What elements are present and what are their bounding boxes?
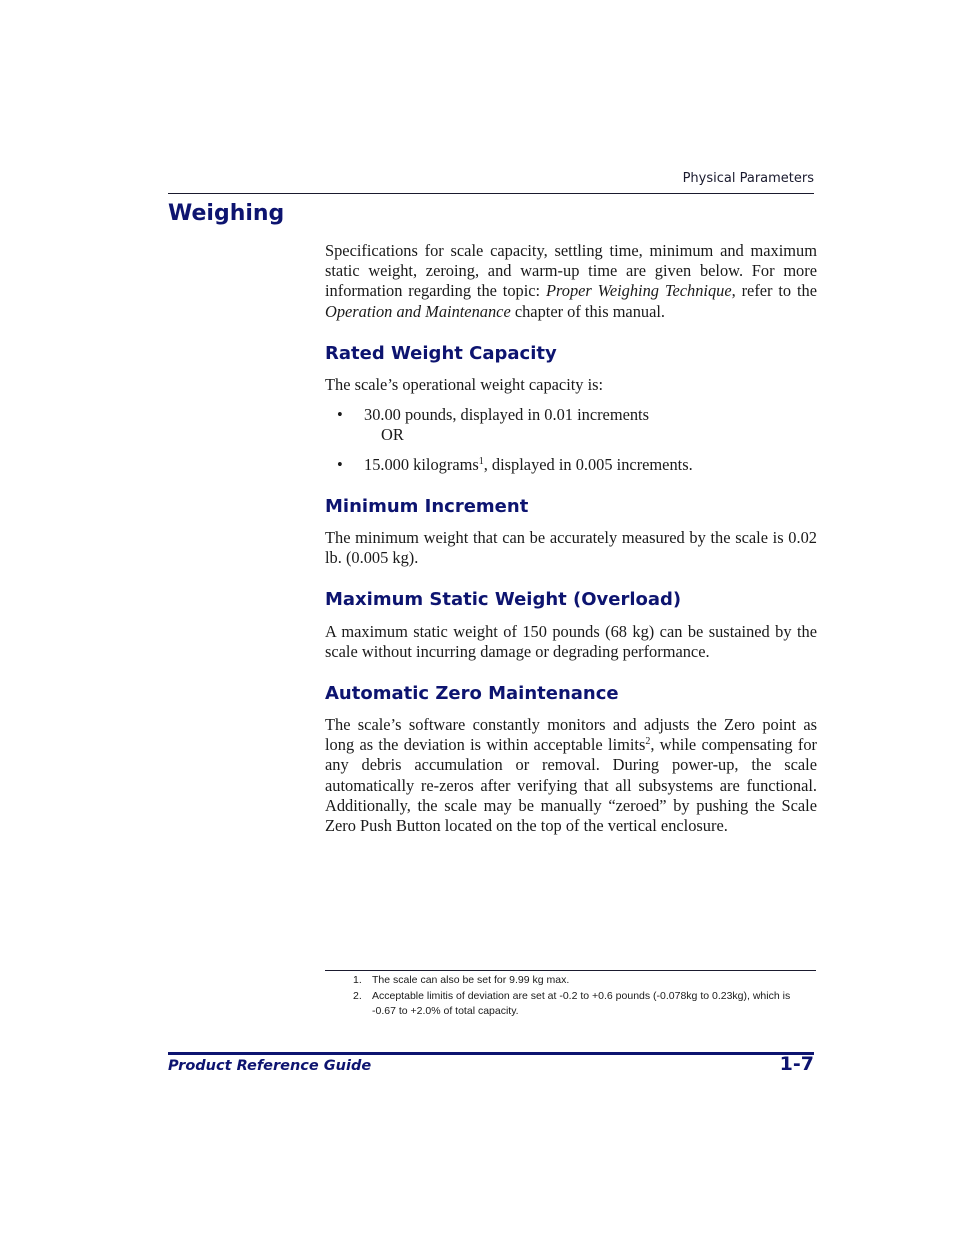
minimum-increment-text: The minimum weight that can be accurately measured by the scale is 0.02 lb. (0.005 kg). bbox=[325, 528, 817, 568]
footer-rule bbox=[168, 1052, 814, 1055]
bullet-icon: • bbox=[337, 455, 343, 474]
maximum-static-heading: Maximum Static Weight (Overload) bbox=[325, 589, 682, 610]
chapter-reference: Operation and Maintenance bbox=[325, 301, 511, 321]
minimum-increment-heading: Minimum Increment bbox=[325, 496, 529, 517]
header-rule bbox=[168, 193, 814, 194]
footnote-number: 1. bbox=[353, 974, 362, 986]
page-number: 1-7 bbox=[779, 1053, 814, 1075]
bullet-icon: • bbox=[337, 405, 343, 424]
intro-paragraph: Specifications for scale capacity, settling time, minimum and maximum static weight, zeroing, and warm-up time are given below. For more information regarding the topic: Proper Weighing Technique, refer to the Operation and Maintenance chapter of this manual. bbox=[325, 241, 817, 321]
footnote-ref-1: 1 bbox=[478, 456, 484, 467]
topic-reference: Proper Weighing Technique bbox=[545, 281, 732, 301]
footnote-text: Acceptable limitis of deviation are set at -0.2 to +0.6 pounds (-0.078kg to 0.23kg), which is -0.67 to +2.0% of total capacity. bbox=[372, 990, 791, 1017]
capacity-kilograms: 15.000 kilograms$^1$, displayed in 0.005 increments. bbox=[364, 455, 693, 474]
footnote-rule bbox=[325, 970, 816, 971]
auto-zero-text: The scale’s software constantly monitors and adjusts the Zero point as long as the deviation is within acceptable limits$^2$, while compensating for any debris accumulation or removal. During power-up, the scale automatically re-zeros after verifying that all subsystems are functional. Additionally, the scale may be manually “zeroed” by pushing the Scale Zero Push Button located on the top of the vertical enclosure. bbox=[325, 715, 817, 836]
maximum-static-text: A maximum static weight of 150 pounds (68 kg) can be sustained by the scale without incurring damage or degrading performance. bbox=[325, 622, 817, 662]
footnote-number: 2. bbox=[353, 990, 362, 1002]
rated-weight-lead: The scale’s operational weight capacity is: bbox=[325, 375, 604, 394]
footnote-text: The scale can also be set for 9.99 kg max. bbox=[372, 974, 570, 986]
auto-zero-heading: Automatic Zero Maintenance bbox=[325, 683, 619, 704]
rated-weight-heading: Rated Weight Capacity bbox=[325, 343, 557, 364]
section-title: Weighing bbox=[168, 201, 285, 226]
or-label: OR bbox=[381, 425, 404, 444]
running-header: Physical Parameters bbox=[682, 171, 814, 186]
footnote-ref-2: 2 bbox=[645, 736, 651, 748]
capacity-pounds: 30.00 pounds, displayed in 0.01 increments bbox=[364, 405, 649, 424]
footer-guide-title: Product Reference Guide bbox=[168, 1058, 372, 1074]
